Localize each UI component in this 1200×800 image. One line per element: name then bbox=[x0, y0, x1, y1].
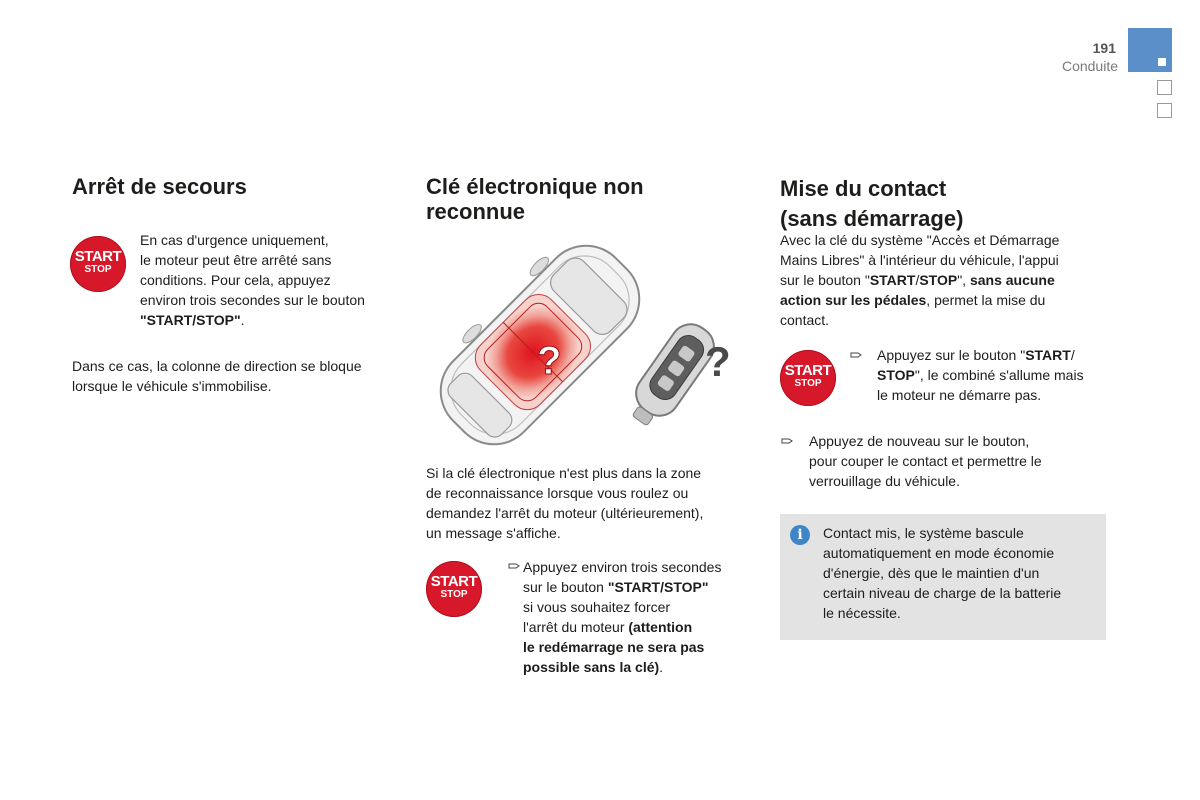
bold-warning: possible sans la clé) bbox=[523, 659, 660, 675]
text-line: automatiquement en mode économie bbox=[823, 545, 1055, 561]
text-part: / bbox=[915, 272, 920, 288]
start-label: START bbox=[74, 248, 122, 265]
text-line: pour couper le contact et permettre le bbox=[809, 453, 1042, 469]
text-part: / bbox=[1070, 347, 1075, 363]
text-line bbox=[523, 637, 753, 657]
heading-line: (sans démarrage) bbox=[780, 206, 964, 231]
text-line bbox=[780, 270, 1110, 290]
text-part: ", bbox=[957, 272, 970, 288]
bold-button-name: "START/STOP" bbox=[607, 579, 709, 595]
bold-button-name: STOP bbox=[919, 272, 958, 288]
text-line: demandez l'arrêt du moteur (ultérieurement), bbox=[426, 505, 704, 521]
heading-key-not-recognised bbox=[426, 174, 746, 224]
text-line bbox=[523, 617, 753, 637]
heading-line: Mise du contact bbox=[780, 176, 947, 201]
heading-emergency-stop: Arrêt de secours bbox=[72, 174, 247, 199]
text-line: Contact mis, le système bascule bbox=[823, 525, 1024, 541]
text-line bbox=[523, 577, 753, 597]
text-line: environ trois secondes sur le bouton bbox=[140, 292, 365, 308]
bold-warning: le redémarrage ne sera pas bbox=[523, 639, 705, 655]
text-line: le moteur ne démarre pas. bbox=[877, 387, 1042, 403]
start-stop-button-icon bbox=[780, 350, 836, 406]
text-line bbox=[140, 310, 400, 330]
bold-button-name: STOP bbox=[877, 367, 915, 383]
bold-button-name: START bbox=[869, 272, 916, 288]
press-button-text bbox=[877, 345, 1117, 405]
text-line: verrouillage du véhicule. bbox=[809, 473, 960, 489]
text-part: sur le bouton bbox=[523, 579, 608, 595]
text-line: si vous souhaitez forcer bbox=[523, 599, 671, 615]
text-line: Dans ce cas, la colonne de direction se bloque bbox=[72, 358, 362, 374]
text-line: lorsque le véhicule s'immobilise. bbox=[72, 378, 272, 394]
bold-emphasis: sans aucune bbox=[969, 272, 1055, 288]
pointing-hand-icon bbox=[781, 436, 793, 446]
car-key-illustration bbox=[425, 240, 745, 450]
text-line: le nécessite. bbox=[823, 605, 901, 621]
text-part: Appuyez sur le bouton " bbox=[877, 347, 1026, 363]
text-line bbox=[877, 345, 1117, 365]
pointing-hand-icon bbox=[508, 561, 520, 571]
heading-line: Clé électronique non bbox=[426, 174, 644, 199]
bold-button-name: "START/STOP" bbox=[140, 312, 241, 328]
heading-line: reconnue bbox=[426, 199, 526, 224]
info-text bbox=[823, 523, 1103, 623]
page-number: 191 bbox=[1092, 40, 1116, 56]
text-line: Mains Libres" à l'intérieur du véhicule, l'appui bbox=[780, 252, 1059, 268]
stop-label: STOP bbox=[440, 589, 468, 600]
key-not-recognised-text bbox=[426, 463, 756, 543]
question-mark-icon: ? bbox=[537, 339, 562, 383]
text-part: , permet la mise du bbox=[926, 292, 1046, 308]
text-part: l'arrêt du moteur bbox=[523, 619, 629, 635]
emergency-stop-text bbox=[140, 230, 400, 330]
start-stop-button-icon bbox=[426, 561, 482, 617]
text-line: contact. bbox=[780, 312, 830, 328]
text-line: En cas d'urgence uniquement, bbox=[140, 232, 329, 248]
tab-box bbox=[1157, 103, 1172, 118]
text-line bbox=[877, 365, 1117, 385]
text-part: ", le combiné s'allume mais bbox=[914, 367, 1084, 383]
force-stop-text bbox=[523, 557, 753, 677]
question-mark-icon: ? bbox=[705, 338, 731, 385]
text-line: d'énergie, dès que le maintien d'un bbox=[823, 565, 1040, 581]
bold-warning: (attention bbox=[628, 619, 693, 635]
text-line: de reconnaissance lorsque vous roulez ou bbox=[426, 485, 689, 501]
start-label: START bbox=[784, 362, 832, 379]
tab-marker bbox=[1158, 58, 1166, 66]
info-icon: i bbox=[790, 525, 810, 545]
stop-label: STOP bbox=[84, 264, 112, 275]
text-end: . bbox=[240, 312, 245, 328]
text-line bbox=[780, 290, 1110, 310]
text-end: . bbox=[659, 659, 664, 675]
press-again-text bbox=[809, 431, 1109, 491]
stop-label: STOP bbox=[794, 378, 822, 389]
start-stop-button-icon bbox=[70, 236, 126, 292]
steering-lock-text bbox=[72, 356, 402, 396]
text-line: Appuyez de nouveau sur le bouton, bbox=[809, 433, 1030, 449]
tab-box bbox=[1157, 80, 1172, 95]
text-line: certain niveau de charge de la batterie bbox=[823, 585, 1062, 601]
text-part: sur le bouton " bbox=[780, 272, 870, 288]
text-line: le moteur peut être arrêté sans bbox=[140, 252, 332, 268]
text-line: Si la clé électronique n'est plus dans la zone bbox=[426, 465, 702, 481]
text-line: conditions. Pour cela, appuyez bbox=[140, 272, 331, 288]
start-label: START bbox=[430, 573, 478, 590]
heading-ignition-on bbox=[780, 174, 1110, 234]
section-name: Conduite bbox=[1061, 58, 1118, 74]
text-line bbox=[523, 657, 753, 677]
text-line: Appuyez environ trois secondes bbox=[523, 559, 722, 575]
bold-emphasis: action sur les pédales bbox=[780, 292, 927, 308]
text-line: un message s'affiche. bbox=[426, 525, 561, 541]
bold-button-name: START bbox=[1025, 347, 1071, 363]
pointing-hand-icon bbox=[850, 350, 862, 360]
ignition-intro-text bbox=[780, 230, 1110, 330]
text-line: Avec la clé du système "Accès et Démarrage bbox=[780, 232, 1060, 248]
